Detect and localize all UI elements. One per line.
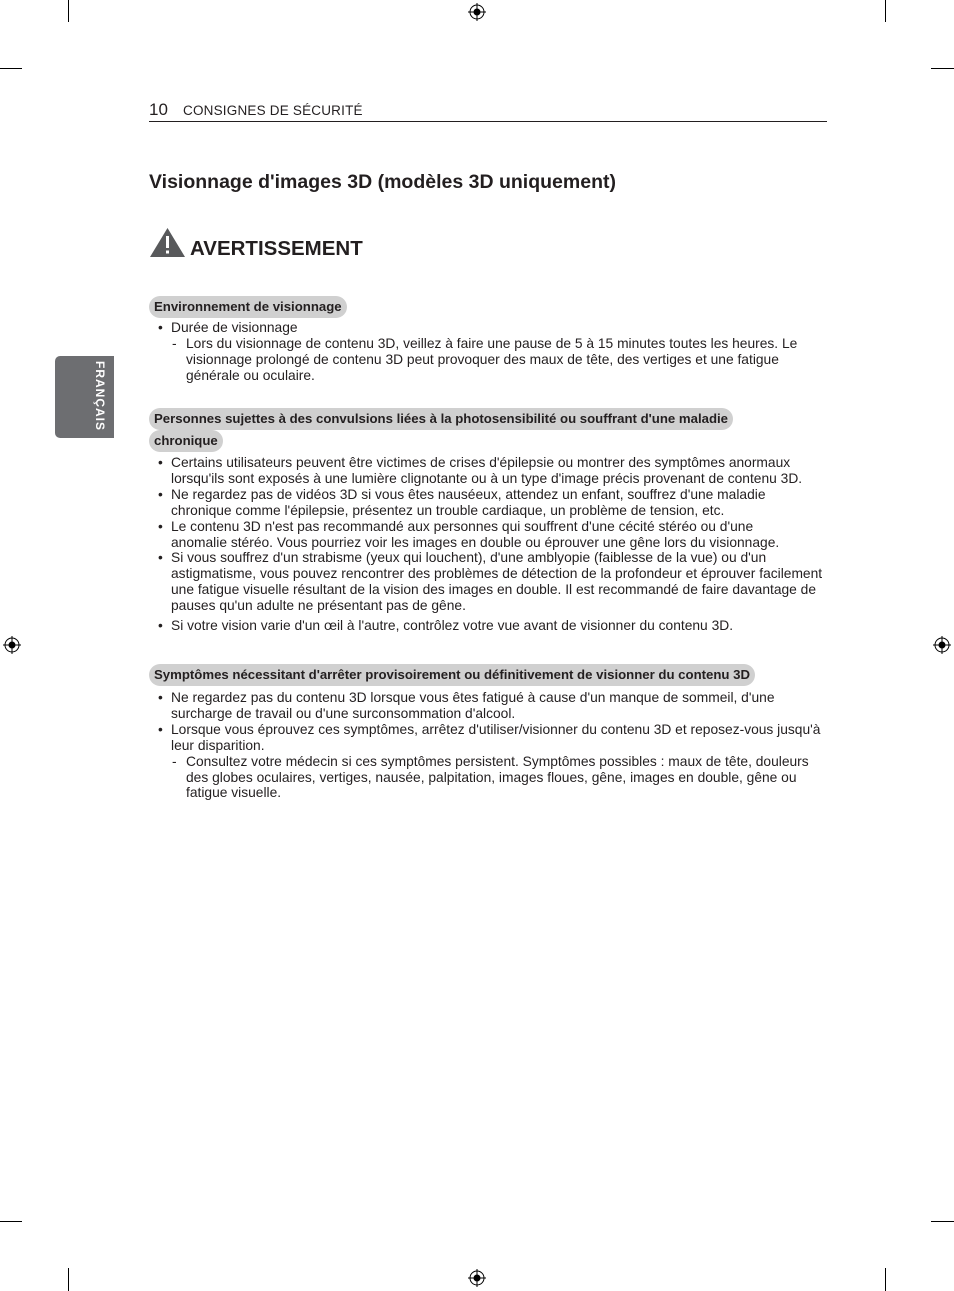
registration-mark-icon [468,1269,486,1287]
list-item: • Durée de visionnage [153,320,833,336]
crop-mark [885,0,886,22]
list-item: • Si votre vision varie d'un œil à l'autre, contrôlez votre vue avant de visionner du contenu 3D. [153,618,833,634]
section-heading: Symptômes nécessitant d'arrêter provisoirement ou définitivement de visionner du contenu 3D [149,664,755,686]
crop-mark [885,1268,886,1291]
running-header: CONSIGNES DE SÉCURITÉ [183,103,363,118]
section-body [153,320,833,384]
warning-triangle-icon [149,227,186,258]
list-item: • Certains utilisateurs peuvent être victimes de crises d'épilepsie ou montrer des symptômes anormaux lorsqu'ils sont exposés à une lumière clignotante ou à un type d'image précis provenant de contenu 3D. [153,455,833,487]
crop-mark [0,68,22,69]
page-number: 10 [149,100,168,119]
language-tab-label: FRANÇAIS [93,361,107,431]
list-item: • Si vous souffrez d'un strabisme (yeux qui louchent), d'une amblyopie (faiblesse de la vue) ou d'un astigmatisme, vous pouvez rencontrer des problèmes de détection de la profondeur et éprouver facilement une fatigue visuelle résultant de la vision des images en double. Il est recommandé de faire davantage de pauses qu'un adulte ne présentant pas de gêne. [153,550,839,614]
registration-mark-icon [3,636,21,654]
crop-mark [68,0,69,22]
crop-mark [68,1268,69,1291]
registration-mark-icon [468,3,486,21]
list-item: • Ne regardez pas de vidéos 3D si vous êtes nauséeux, attendez un enfant, souffrez d'une maladie chronique comme l'épilepsie, présentez un trouble cardiaque, un problème de tension, etc. [153,487,803,519]
section-heading: Personnes sujettes à des convulsions liées à la photosensibilité ou souffrant d'une maladie [149,408,733,430]
list-item: • Lorsque vous éprouvez ces symptômes, arrêtez d'utiliser/visionner du contenu 3D et reposez-vous jusqu'à leur disparition. [153,722,836,754]
registration-mark-icon [933,636,951,654]
crop-mark [931,1221,954,1222]
section-body [153,455,833,634]
list-item: • Ne regardez pas du contenu 3D lorsque vous êtes fatigué à cause d'un manque de sommeil, d'une surcharge de travail ou d'une surconsommation d'alcool. [153,690,803,722]
section-heading-continued: chronique [149,430,223,452]
page-title: Visionnage d'images 3D (modèles 3D uniquement) [149,171,616,193]
header-divider [149,121,827,122]
crop-mark [931,68,954,69]
list-item: - Lors du visionnage de contenu 3D, veillez à faire une pause de 5 à 15 minutes toutes les heures. Le visionnage prolongé de contenu 3D peut provoquer des maux de tête, des vertiges et une fatigue générale ou oculaire. [153,336,814,384]
language-tab [55,356,114,438]
section-heading: Environnement de visionnage [149,296,347,318]
list-item: • Le contenu 3D n'est pas recommandé aux personnes qui souffrent d'une cécité stéréo ou d'une anomalie stéréo. Vous pourriez voir les images en double ou éprouver une gêne lors du visionnage. [153,519,803,551]
list-item: - Consultez votre médecin si ces symptômes persistent. Symptômes possibles : maux de tête, douleurs des globes oculaires, vertiges, nausée, palpitation, images floues, gêne, images en double, gêne ou fatigue visuelle. [153,754,814,802]
crop-mark [0,1221,22,1222]
warning-heading: AVERTISSEMENT [190,237,363,260]
section-body [153,690,833,801]
